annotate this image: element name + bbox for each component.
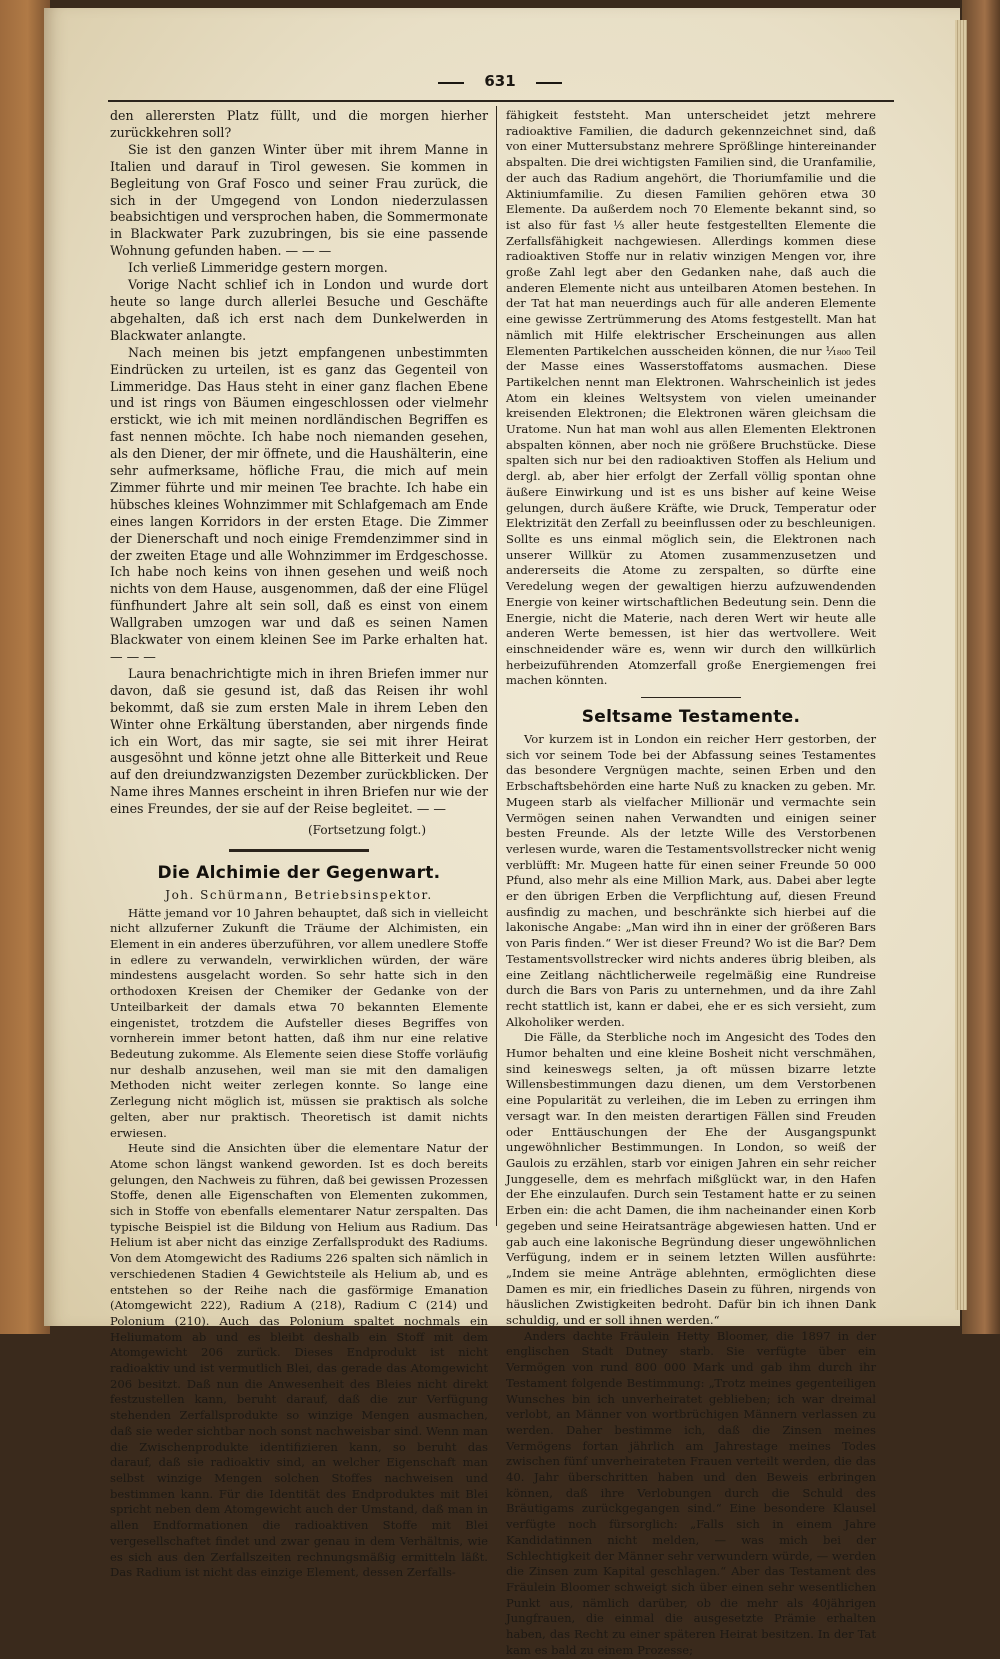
continuation-note: (Fortsetzung folgt.) [308,823,426,838]
article-title-testamente: Seltsame Testamente. [581,707,801,728]
article-paragraph: Anders dachte Fräulein Hetty Bloomer, die 1897 in der englischen Stadt Dutney starb. Sie verfügte über ein Vermögen von rund 800 000 Mark und gab ihm durch ihr Testament folgende Bestimmung: „Trotz meines gegenteiligen Wunsches bin ich unverheiratet geblieben; ich war dreimal verlobt, an Männer von wortbrüchigen Männern verlassen zu werden. Daher bestimme ich, daß die Zinsen meines Vermögens fortan jährlich am Jahrestage meines Todes zwischen fünf unverheirateten Frauen verteilt werden, die das 40. Jahr überschritten haben und den Beweis erbringen können, daß ihre Verlobungen durch die Schuld des Bräutigams zurückgegangen sind.“ Eine besondere Klausel verfügte noch fürsorglich: „Falls sich in einem Jahre Kandidatinnen nicht melden, — was mich bei der Schlechtigkeit der Männer sehr verwundern würde, — werden die Zinsen zum Kapital geschlagen.“ Aber das Testament des Fräulein Bloomer schweigt sich über einen sehr wesentlichen Punkt aus, nämlich darüber, ob die mehr als 40jährigen Jungfrauen, die einmal die ausgesetzte Prämie erhalten haben, das Recht zu einer späteren Heirat besitzen. In der Tat kam es bald zu einem Prozesse; [506,1328,876,1657]
story-paragraph: Ich verließ Limmeridge gestern morgen. [128,260,388,276]
right-column [506,108,876,1659]
article-paragraph: Vor kurzem ist in London ein reicher Herr gestorben, der sich vor seinem Tode bei der Abfassung seines Testamentes das besondere Vergnügen machte, seinen Erben und den Erbschaftsbehörden eine harte Nuß zu knacken zu geben. Mr. Mugeen starb als vielfacher Millionär und vermachte sein Vermögen seinen nahen Verwandten und einigen seiner besten Freunde. Als der letzte Wille des Verstorbenen verlesen wurde, waren die Testamentsvollstrecker nicht wenig verblüfft: Mr. Mugeen hatte für einen seiner Freunde 50 000 Pfund, also mehr als eine Million Mark, aus. Dabei aber legte er den übrigen Erben die Verpflichtung auf, diesen Freund ausfindig zu machen, und beschränkte sich hierbei auf die lakonische Angabe: „Man wird ihn in einer der größeren Bars von Paris finden.“ Wer ist dieser Freund? Wo ist die Bar? Dem Testamentsvollstrecker wird nichts anderes übrig bleiben, als eine Zeitlang nächtlicherweile regelmäßig eine Rundreise durch die Bars von Paris zu unternehmen, und da ihre Zahl recht stattlich ist, kann er dabei, ehe er es sich versieht, zum Alkoholiker werden. [506,732,876,1029]
article-body-alchimie [110,906,488,1581]
section-separator [641,697,741,698]
story-paragraph: den allerersten Platz füllt, und die morgen hierher zurückkehren soll? [110,108,488,140]
column-divider [496,106,497,1226]
left-column [110,108,488,1581]
story-paragraph: Sie ist den ganzen Winter über mit ihrem Manne in Italien und darauf in Tirol gewesen. Sie kommen in Begleitung von Graf Fosco und seiner Frau zurück, die sich in der Umgegend von London niederzulassen beabsichtigen und versprochen haben, die Sommermonate in Blackwater Park zuzubringen, bis sie eine passende Wohnung gefunden haben. — — — [110,141,488,259]
folio-dash-right [536,82,562,84]
story-paragraph: Laura benachrichtigte mich in ihren Briefen immer nur davon, daß sie gesund ist, daß das Reisen ihr wohl bekommt, daß sie zum ersten Male in ihrem Leben den Winter ohne Erkältung überstanden, aber nirgends finde ich ein Wort, das mir sagte, sie sei mit ihrer Heirat ausgesöhnt und könne jetzt ohne alle Bitterkeit und Reue auf den dreiundzwanzigsten Dezember zurückblicken. Der Name ihres Mannes erscheint in ihren Briefen nur wie der eines Freundes, der sie auf der Reise begleitet. — — [110,665,488,817]
article-paragraph: Die Fälle, da Sterbliche noch im Angesicht des Todes den Humor behalten und eine kleine Bosheit nicht verschmähen, sind keineswegs selten, ja oft müssen bizarre letzte Willensbestimmungen dazu dienen, um dem Verstorbenen eine Popularität zu verleihen, die im Leben zu erringen ihm versagt war. In den meisten derartigen Fällen sind Freuden oder Enttäuschungen der Ehe der Ausgangspunkt ungewöhnlicher Bestimmungen. In London, so weiß der Gaulois zu erzählen, starb vor einigen Jahren ein sehr reicher Junggeselle, dem es mehrfach mißglückt war, in den Hafen der Ehe einzulaufen. Durch sein Testament hatte er zu seinen Erben ein: die acht Damen, die ihm nacheinander einen Korb gegeben und seine Heiratsanträge abgewiesen hatten. Und er gab auch eine lakonische Begründung dieser ungewöhnlichen Verfügung, indem er in seinem letzten Willen ausführte: „Indem sie meine Anträge ablehnten, ermöglichten diese Damen es mir, ein friedliches Dasein zu führen, nirgends von häuslichen Zwistigkeiten bedroht. Dafür bin ich ihnen Dank schuldig, und er soll ihnen werden.“ [506,1030,876,1328]
header-rule [108,100,894,102]
stacked-page-edges [955,20,967,1310]
story-paragraph: Nach meinen bis jetzt empfangenen unbestimmten Eindrücken zu urteilen, ist es ganz das Gegenteil von Limmeridge. Das Haus steht in einer ganz flachen Ebene und ist rings von Bäumen eingeschlossen oder vielmehr erstickt, wie ich mit meinen nordländischen Begriffen es fast nennen möchte. Ich habe noch niemanden gesehen, als den Diener, der mir öffnete, und die Haushälterin, eine sehr aufmerksame, höfliche Frau, die mich auf mein Zimmer führte und mir meinen Tee brachte. Ich habe ein hübsches kleines Wohnzimmer mit Schlafgemach am Ende eines langen Korridors in der ersten Etage. Die Zimmer der Dienerschaft und noch einige Fremdenzimmer sind in der zweiten Etage und alle Wohnzimmer im Erdgeschosse. Ich habe noch keins von ihnen gesehen und weiß noch nichts von dem Hause, ausgenommen, daß der eine Flügel fünfhundert Jahre alt sein soll, daß es einst von einem Wallgraben umzogen war und daß es seinen Namen Blackwater von einem kleinen See im Parke erhalten hat. — — — [110,344,488,664]
article-paragraph: fähigkeit feststeht. Man unterscheidet jetzt mehrere radioaktive Familien, die dadurch gekennzeichnet sind, daß von einer Muttersubstanz mehrere Sprößlinge hintereinander abspalten. Die drei wichtigsten Familien sind, die Uranfamilie, der auch das Radium angehört, die Thoriumfamilie und die Aktiniumfamilie. Zu diesen Familien gehören etwa 30 Elemente. Da außerdem noch 70 Elemente bekannt sind, so ist also für fast ⅓ aller heute festgestellten Elemente die Zerfallsfähigkeit nachgewiesen. Allerdings kommen diese radioaktiven Stoffe nur in relativ winzigen Mengen vor, ihre große Zahl legt aber den Gedanken nahe, daß auch die anderen Elemente nicht aus unteilbaren Atomen bestehen. In der Tat hat man neuerdings auch für alle anderen Elemente eine gewisse Zertrümmerung des Atoms festgestellt. Man hat nämlich mit Hilfe elektrischer Erscheinungen aus allen Elementen Partikelchen ausscheiden können, die nur ¹⁄₁₈₀₀ Teil der Masse eines Wasserstoffatoms ausmachen. Diese Partikelchen nennt man Elektronen. Wahrscheinlich ist jedes Atom ein kleines Weltsystem von vielen umeinander kreisenden Elektronen; die Elektronen wären gleichsam die Uratome. Nun hat man wohl aus allen Elementen Elektronen abspalten können, aber noch nie größere Bruchstücke. Diese spalten sich nur bei den radioaktiven Stoffen als Helium und dergl. ab, aber hier erfolgt der Zerfall völlig spontan ohne äußere Einwirkung und ist es uns bisher auf keine Weise gelungen, durch äußere Kräfte, wie Druck, Temperatur oder Elektrizität den Zerfall zu beeinflussen oder zu beschleunigen. Sollte es uns einmal möglich sein, die Elektronen nach unserer Willkür zu Atomen zusammenzusetzen und andererseits die Atome zu zerspalten, so dürfte eine Veredelung wegen der gewaltigen hierzu aufzuwendenden Energie von keiner wirtschaftlichen Bedeutung sein. Denn die Energie, nicht die Materie, nach deren Wert wir heute alle anderen Werte bemessen, ist hier das wertvollere. Weit einschneidender wäre es, wenn wir durch den willkürlich herbeizuführenden Atomzerfall große Energiemengen frei machen könnten. [506,108,876,688]
right-book-cover-edge [962,0,1000,1334]
article-paragraph: Hätte jemand vor 10 Jahren behauptet, daß sich in vielleicht nicht allzuferner Zukunft die Träume der Alchimisten, ein Element in ein anderes überzuführen, vor allem unedlere Stoffe in edlere zu verwandeln, verwirklichen würden, der wäre mindestens ausgelacht worden. So sehr hatte sich in den orthodoxen Kreisen der Chemiker der Gedanke von der Unteilbarkeit der damals etwa 70 bekannten Elemente eingenistet, trotzdem die Aufsteller dieses Begriffes von vornherein immer betont hatten, daß ihm nur eine relative Bedeutung zukomme. Als Elemente seien diese Stoffe vorläufig nur deshalb anzusehen, weil man sie mit den damaligen Methoden nicht weiter zerlegen konnte. So lange eine Zerlegung nicht möglich ist, müssen sie praktisch als solche gelten, aber nur praktisch. Theoretisch ist damit nichts erwiesen. [110,905,488,1140]
article-byline: Joh. Schürmann, Betriebsinspektor. [165,887,433,902]
story-paragraph: Vorige Nacht schlief ich in London und wurde dort heute so lange durch allerlei Besuche und Geschäfte abgehalten, daß ich erst nach dem Dunkelwerden in Blackwater anlangte. [110,277,488,343]
left-book-cover-edge [0,0,50,1334]
section-separator [229,849,369,852]
article-title-alchimie: Die Alchimie der Gegenwart. [157,862,441,883]
article-paragraph: Heute sind die Ansichten über die elementare Natur der Atome schon längst wankend geworden. Ist es doch bereits gelungen, den Nachweis zu führen, daß bei gewissen Prozessen Stoffe, denen alle Eigenschaften von Elementen zukommen, sich in Stoffe von ebenfalls elementarer Natur zerspalten. Das typische Beispiel ist die Bildung von Helium aus Radium. Das Helium ist aber nicht das einzige Zerfallsprodukt des Radiums. Von dem Atomgewicht des Radiums 226 spalten sich nämlich in verschiedenen Stadien 4 Gewichtsteile als Helium ab, und es entstehen so der Reihe nach die gasförmige Emanation (Atomgewicht 222), Radium A (218), Radium C (214) und Polonium (210). Auch das Polonium spaltet nochmals ein Heliumatom ab und es bleibt deshalb ein Stoff mit dem Atomgewicht 206 zurück. Dieses Endprodukt ist nicht radioaktiv und ist vermutlich Blei, das gerade das Atomgewicht 206 besitzt. Daß nun die Anwesenheit des Bleies nicht direkt festzustellen kann, beruht darauf, daß die zur Verfügung stehenden Zerfallsprodukte so winzige Mengen ausmachen, daß sie weder sichtbar noch sonst nachweisbar sind. Wenn man die Zwischenprodukte identifizieren kann, so beruht das darauf, daß sie radioaktiv sind, an welcher Eigenschaft man selbst winzige Mengen solchen Stoffes nachweisen und bestimmen kann. Für die Identität des Endproduktes mit Blei spricht neben dem Atomgewicht auch der Umstand, daß man in allen Endformationen die radioaktiven Stoffe mit Blei vergesellschaftet findet und zwar genau in dem Verhältnis, wie es sich aus den Zerfallszeiten rechnungsmäßig ermitteln läßt. Das Radium ist nicht das einzige Element, dessen Zerfalls- [110,1141,488,1580]
page-number: 631 [484,72,516,90]
